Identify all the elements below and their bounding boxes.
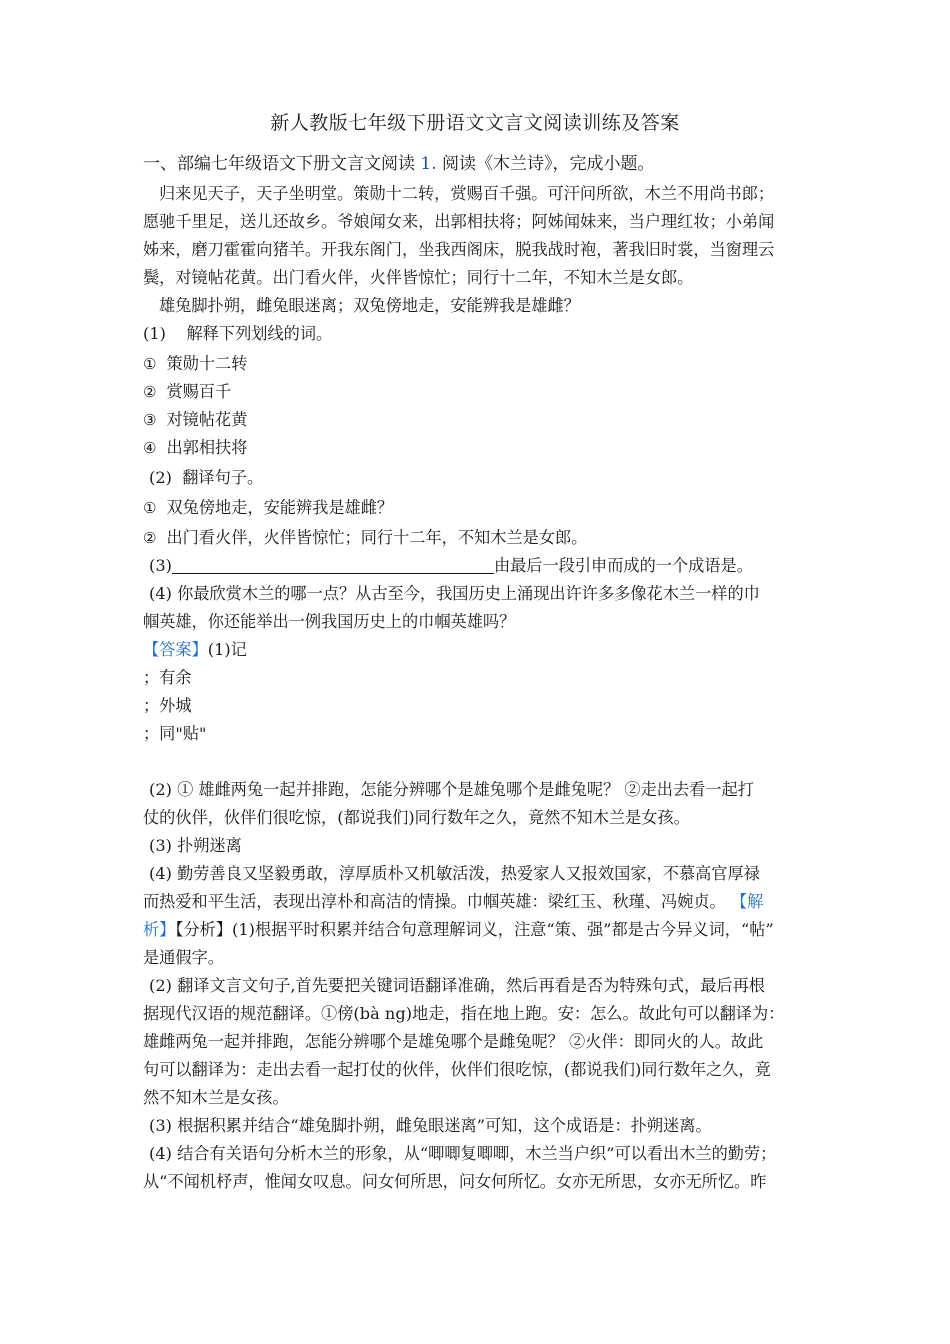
circled-number: ② <box>143 529 157 547</box>
q2-item <box>143 524 808 552</box>
analysis2-line: 据现代汉语的规范翻译。①傍(bà ng)地走，指在地上跑。安：怎么。故此句可以翻译为： <box>143 1004 785 1023</box>
q3-label: (3) <box>149 556 172 575</box>
analysis4-line: (4) 结合有关语句分析木兰的形象，从“唧唧复唧唧，木兰当户织”可以看出木兰的勤劳； <box>149 1144 777 1163</box>
circled-number: ② <box>143 383 157 401</box>
q1-item-text: 赏赐百千 <box>166 382 232 401</box>
answer4-line <box>143 888 808 916</box>
circled-number: ③ <box>143 411 157 429</box>
passage-line: 鬓，对镜帖花黄。出门看火伴，火伴皆惊忙；同行十二年，不知木兰是女郎。 <box>143 268 694 287</box>
section-heading: 一、部编七年级语文下册文言文阅读 <box>143 154 415 174</box>
circled-number: ① <box>143 499 157 517</box>
question-prompt: 阅读《木兰诗》，完成小题。 <box>442 154 655 174</box>
analysis-line: 是通假字。 <box>143 948 224 967</box>
explain-tag: 【解 <box>730 892 764 911</box>
q1-item <box>143 406 808 434</box>
passage-line: 姊来，磨刀霍霍向猪羊。开我东阁门，坐我西阁床，脱我战时袍，著我旧时裳，当窗理云 <box>143 240 775 259</box>
answer-first: (1)记 <box>207 640 247 659</box>
circled-number: ④ <box>143 439 157 457</box>
blank-line <box>143 748 808 776</box>
q2-label: (2) <box>149 468 172 487</box>
q1-item <box>143 434 808 462</box>
answer-tag: 【答案】 <box>143 640 208 659</box>
answer4-line: (4) 勤劳善良又坚毅勇敢，淳厚质朴又机敏活泼，热爱家人又报效国家，不慕高官厚禄 <box>149 864 760 883</box>
section-heading-line <box>143 150 808 180</box>
analysis2-line: 雄雌两兔一起并排跑，怎能分辨哪个是雄兔哪个是雌兔呢？ ②火伴：即同火的人。故此 <box>143 1032 764 1051</box>
analysis4-line: 从“不闻机杼声，惟闻女叹息。问女何所思，问女何所忆。女亦无所思，女亦无所忆。昨 <box>143 1172 767 1191</box>
analysis-line <box>143 916 808 944</box>
circled-number: ① <box>143 355 157 373</box>
q1-item <box>143 378 808 406</box>
q2-item <box>143 494 808 522</box>
q4-line: 帼英雄，你还能举出一例我国历史上的巾帼英雄吗？ <box>143 612 516 631</box>
q2-text: 翻译句子。 <box>182 468 264 487</box>
passage-line: 愿驰千里足，送儿还故乡。爷娘闻女来，出郭相扶将；阿姊闻妹来，当户理红妆；小弟闻 <box>143 212 775 231</box>
answer-line <box>143 636 808 664</box>
q2-heading <box>143 464 808 492</box>
analysis2-line: (2) 翻译文言文句子,首先要把关键词语翻译准确，然后再看是否为特殊句式，最后再根 <box>149 976 765 995</box>
answer-item: ；有余 <box>143 668 192 687</box>
answer-blank <box>172 555 494 574</box>
q1-heading <box>143 320 808 348</box>
explain-tag-end: 析】 <box>143 920 176 939</box>
question-number: 1. <box>420 154 437 174</box>
analysis-text: (1)根据平时积累并结合句意理解词义，注意“策、强”都是古今异义词，“帖” <box>232 920 774 939</box>
q4-line: (4) 你最欣赏木兰的哪一点？从古至今，我国历史上涌现出许许多多像花木兰一样的巾 <box>149 584 760 603</box>
q1-label: (1) <box>143 324 166 343</box>
answer4-text: 而热爱和平生活，表现出淳朴和高洁的情操。巾帼英雄：梁红玉、秋瑾、冯婉贞。 <box>143 892 726 911</box>
analysis3-line: (3) 根据积累并结合“雄兔脚扑朔，雌兔眼迷离”可知，这个成语是：扑朔迷离。 <box>149 1116 712 1135</box>
answer3-line: (3) 扑朔迷离 <box>149 836 242 855</box>
q2-item-text: 出门看火伴，火伴皆惊忙；同行十二年，不知木兰是女郎。 <box>166 528 588 547</box>
q2-item-text: 双兔傍地走，安能辨我是雄雌？ <box>166 498 394 517</box>
analysis2-line: 然不知木兰是女孩。 <box>143 1088 289 1107</box>
passage-line: 归来见天子，天子坐明堂。策勋十二转，赏赐百千强。可汗问所欲，木兰不用尚书郎； <box>159 184 775 203</box>
answer-item: ；外城 <box>143 696 192 715</box>
q1-item-text: 出郭相扶将 <box>166 438 248 457</box>
q3-text: 由最后一段引申而成的一个成语是。 <box>493 556 753 575</box>
q1-text: 解释下列划线的词。 <box>186 324 333 343</box>
answer2-line: (2) ① 雄雌两兔一起并排跑，怎能分辨哪个是雄兔哪个是雌兔呢？ ②走出去看一起打 <box>149 780 754 799</box>
q3-line <box>143 552 808 580</box>
answer2-line: 仗的伙伴，伙伴们很吃惊，(都说我们)同行数年之久，竟然不知木兰是女孩。 <box>143 808 690 827</box>
q1-item-text: 对镜帖花黄 <box>166 410 248 429</box>
passage-line: 雄兔脚扑朔，雌兔眼迷离；双兔傍地走，安能辨我是雄雌？ <box>159 296 580 315</box>
document-title: 新人教版七年级下册语文文言文阅读训练及答案 <box>270 112 680 134</box>
analysis-tag: 【分析】 <box>175 920 233 939</box>
q1-item <box>143 350 808 378</box>
answer-item: ；同"贴" <box>143 724 207 743</box>
q1-item-text: 策勋十二转 <box>166 354 248 373</box>
analysis2-line: 句可以翻译为：走出去看一起打仗的伙伴，伙伴们很吃惊，(都说我们)同行数年之久，竟 <box>143 1060 771 1079</box>
document-body <box>143 150 808 1196</box>
